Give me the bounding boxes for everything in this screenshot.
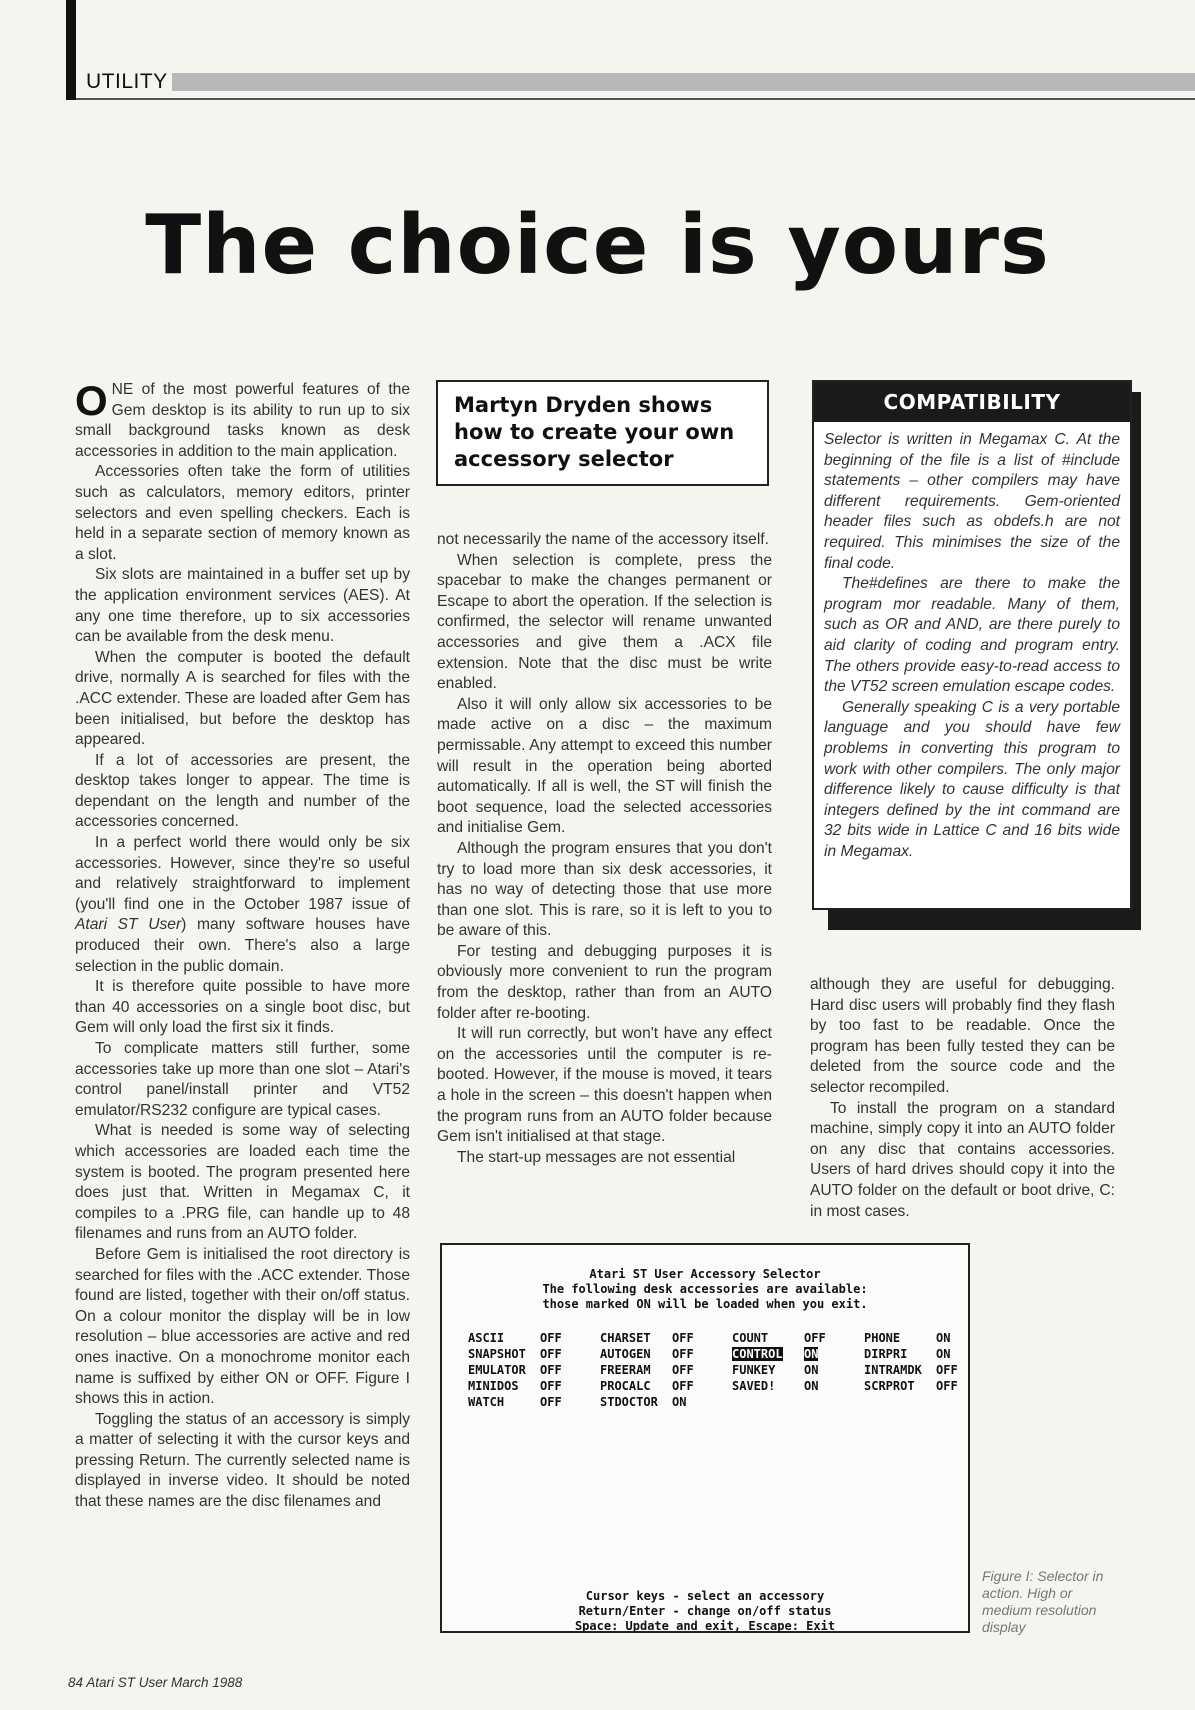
accessory-status: OFF <box>936 1379 958 1393</box>
accessory-name-selected <box>732 1346 804 1362</box>
accessory-name: CHARSET <box>600 1331 651 1345</box>
accessory-column <box>864 1330 958 1394</box>
accessory-column <box>468 1330 562 1410</box>
compatibility-body <box>814 422 1130 862</box>
accessory-name: FUNKEY <box>732 1363 776 1377</box>
instruction-line: Return/Enter - change on/off status <box>578 1604 832 1618</box>
compatibility-title: COMPATIBILITY <box>814 382 1130 422</box>
accessory-entry <box>600 1330 694 1346</box>
paragraph-text: In a perfect world there would only be six accessories. However, since they're so useful and relatively straightforward to implement (you'll find one in the October 1987 issue of <box>75 834 410 913</box>
selector-screenshot <box>440 1243 970 1633</box>
accessory-entry <box>600 1346 694 1362</box>
accessory-entry <box>864 1378 958 1394</box>
paragraph: not necessarily the name of the accessory itself. <box>437 531 769 548</box>
paragraph: What is needed is some way of selecting which accessories are loaded each time the system is booted. The program presented here does just that. Written in Megamax C, it compiles to a .PRG file, can handle up to 48 filenames and runs from an AUTO folder. <box>75 1122 410 1243</box>
accessory-name: PROCALC <box>600 1379 651 1393</box>
paragraph-text: ) many software houses have produced their own. There's also a large selection in the public domain. <box>75 916 410 975</box>
article-column-2 <box>437 530 772 1168</box>
accessory-name: PHONE <box>864 1331 901 1345</box>
accessory-entry <box>468 1378 562 1394</box>
accessory-status: ON <box>804 1379 819 1393</box>
accessory-column <box>600 1330 694 1410</box>
accessory-status-selected: ON <box>804 1347 819 1361</box>
accessory-entry <box>732 1362 826 1378</box>
accessory-name: SNAPSHOT <box>468 1347 526 1361</box>
header-rule <box>76 98 1195 100</box>
accessory-entry-selected <box>732 1346 826 1362</box>
screen-instructions <box>442 1589 968 1634</box>
section-label: UTILITY <box>86 70 168 93</box>
screen-subtitle: The following desk accessories are available: <box>542 1282 868 1296</box>
accessory-status: OFF <box>672 1379 694 1393</box>
accessory-name: MINIDOS <box>468 1379 519 1393</box>
accessory-status: OFF <box>804 1331 826 1345</box>
paragraph <box>75 377 410 462</box>
accessory-name: STDOCTOR <box>600 1395 658 1409</box>
accessory-entry <box>864 1330 958 1346</box>
accessory-name: SCRPROT <box>864 1379 915 1393</box>
accessory-status: OFF <box>540 1347 562 1361</box>
accessory-status: OFF <box>540 1363 562 1377</box>
paragraph: When selection is complete, press the spacebar to make the changes permanent or Escape to abort the operation. If the selection is confirmed, the selector will rename unwanted accessories and give them a .ACX file extension. Note that the disc must be write enabled. <box>437 551 772 693</box>
drop-cap: O <box>75 377 108 424</box>
accessory-name: DIRPRI <box>864 1347 908 1361</box>
headline: The choice is yours <box>145 198 1050 293</box>
accessory-name: WATCH <box>468 1395 505 1409</box>
paragraph: It will run correctly, but won't have any effect on the accessories until the computer is re-booted. However, if the mouse is moved, it tears a hole in the screen – this doesn't happen when the program runs from an AUTO folder because Gem isn't initialised at that stage. <box>437 1025 772 1146</box>
page-footer: 84 Atari ST User March 1988 <box>68 1675 243 1690</box>
paragraph-text: NE of the most powerful features of the Gem desktop is its ability to run up to six small background tasks known as desk accessories in addition to the main application. <box>75 381 410 460</box>
paragraph: The#defines are there to make the program mor readable. Many of them, such as OR and AND, are there purely to aid clarity of coding and program entry. The others provide easy-to-read access to the VT52 screen emulation escape codes. <box>824 575 1120 696</box>
accessory-entry <box>468 1394 562 1410</box>
article-column-1 <box>75 377 410 1513</box>
accessory-entry <box>732 1330 826 1346</box>
screen-header <box>442 1267 968 1312</box>
accessory-name: INTRAMDK <box>864 1363 922 1377</box>
accessory-status: ON <box>804 1363 819 1377</box>
paragraph: Accessories often take the form of utilities such as calculators, memory editors, printer selectors and even spelling checkers. Each is held in a separate section of memory known as a slot. <box>75 463 410 563</box>
accessory-entry <box>468 1330 562 1346</box>
accessory-status: OFF <box>672 1331 694 1345</box>
magazine-title: Atari ST User <box>75 916 182 934</box>
paragraph <box>75 833 410 977</box>
accessory-name: SAVED! <box>732 1379 776 1393</box>
accessory-entry <box>600 1362 694 1378</box>
accessory-status: OFF <box>540 1331 562 1345</box>
paragraph: The start-up messages are not essential <box>457 1148 736 1166</box>
paragraph: When the computer is booted the default drive, normally A is searched for files with the .ACC extender. These are loaded after Gem has been initialised, but before the desktop has appeared. <box>75 648 410 749</box>
standfirst: Martyn Dryden shows how to create your own accessory selector <box>436 380 769 486</box>
paragraph: Also it will only allow six accessories to be made active on a disc – the maximum permissable. Any attempt to exceed this number will result in the operation being aborted automatically. If all is well, the ST will finish the boot sequence, load the selected accessories and initialise Gem. <box>437 695 772 837</box>
header-bar <box>172 73 1195 91</box>
instruction-line: Space: Update and exit, Escape: Exit <box>574 1619 836 1633</box>
accessory-entry <box>600 1394 694 1410</box>
paragraph: Before Gem is initialised the root directory is searched for files with the .ACC extender. Those found are listed, together with their on/off status. On a colour monitor the display will be in low resolution – blue accessories are active and red ones inactive. On a monochrome monitor each name is suffixed by either ON or OFF. Figure I shows this in action. <box>75 1245 410 1408</box>
paragraph: Selector is written in Megamax C. At the beginning of the file is a list of #include statements – other compilers may have different requirements. Gem-oriented header files such as obdefs.h are not required. This minimises the size of the final code. <box>824 431 1120 572</box>
accessory-column <box>732 1330 826 1394</box>
accessory-entry <box>468 1346 562 1362</box>
figure-caption: Figure I: Selector in action. High or medium resolution display <box>982 1568 1104 1635</box>
paragraph: For testing and debugging purposes it is obviously more convenient to run the program from the desktop, rather than from an AUTO folder after re-booting. <box>437 942 772 1022</box>
accessory-entry <box>864 1362 958 1378</box>
paragraph: It is therefore quite possible to have more than 40 accessories on a single boot disc, but Gem will only load the first six it finds. <box>75 978 410 1037</box>
accessory-status: OFF <box>672 1347 694 1361</box>
accessory-entry <box>600 1378 694 1394</box>
accessory-entry <box>468 1362 562 1378</box>
accessory-status: ON <box>936 1331 951 1345</box>
paragraph: Generally speaking C is a very portable language and you should have few problems in converting this program to work with other compilers. The only major difference likely to cause difficulty is that integers defined by the int command are 32 bits wide in Lattice C and 16 bits wide in Megamax. <box>824 698 1120 860</box>
accessory-entry <box>864 1346 958 1362</box>
paragraph: Although the program ensures that you don't try to load more than six desk accessories, it has no way of detecting those that use more than one slot. This is rare, so it is left to you to be aware of this. <box>437 839 772 940</box>
accessory-name: ASCII <box>468 1331 505 1345</box>
header-block <box>66 0 76 100</box>
accessory-status: OFF <box>540 1379 562 1393</box>
screen-title: Atari ST User Accessory Selector <box>589 1267 821 1281</box>
instruction-line: Cursor keys - select an accessory <box>585 1589 825 1603</box>
paragraph: Toggling the status of an accessory is simply a matter of selecting it with the cursor keys and pressing Return. The currently selected name is displayed in inverse video. It should be noted that these names are the disc filenames and <box>75 1410 410 1511</box>
accessory-name: FREERAM <box>600 1363 651 1377</box>
accessory-status: OFF <box>672 1363 694 1377</box>
compatibility-box <box>812 380 1132 910</box>
paragraph: although they are useful for debugging. Hard disc users will probably find they flash by too fast to be readable. Once the program has been fully tested they can be deleted from the source code and the selector recompiled. <box>810 976 1115 1096</box>
paragraph: Six slots are maintained in a buffer set up by the application environment services (AES). At any one time therefore, up to six accessories can be available from the desk menu. <box>75 566 410 646</box>
accessory-name: EMULATOR <box>468 1363 526 1377</box>
accessory-status: ON <box>672 1395 687 1409</box>
accessory-entry <box>732 1378 826 1394</box>
paragraph: To install the program on a standard machine, simply copy it into an AUTO folder on any disc that contains accessories. Users of hard drives should copy it into the AUTO folder on the default or boot drive, C: in most cases. <box>810 1099 1115 1220</box>
article-column-3 <box>810 975 1115 1222</box>
inverse-text: CONTROL <box>732 1347 783 1361</box>
accessory-status: OFF <box>540 1395 562 1409</box>
paragraph: To complicate matters still further, some accessories take up more than one slot – Atari's control panel/install printer and VT52 emulator/RS232 configure are typical cases. <box>75 1040 410 1119</box>
accessory-status: ON <box>936 1347 951 1361</box>
accessory-name: COUNT <box>732 1331 769 1345</box>
paragraph: If a lot of accessories are present, the desktop takes longer to appear. The time is dependant on the length and number of the accessories concerned. <box>75 751 410 831</box>
accessory-status: OFF <box>936 1363 958 1377</box>
accessory-name: AUTOGEN <box>600 1347 651 1361</box>
screen-subtitle: those marked ON will be loaded when you exit. <box>542 1297 868 1311</box>
